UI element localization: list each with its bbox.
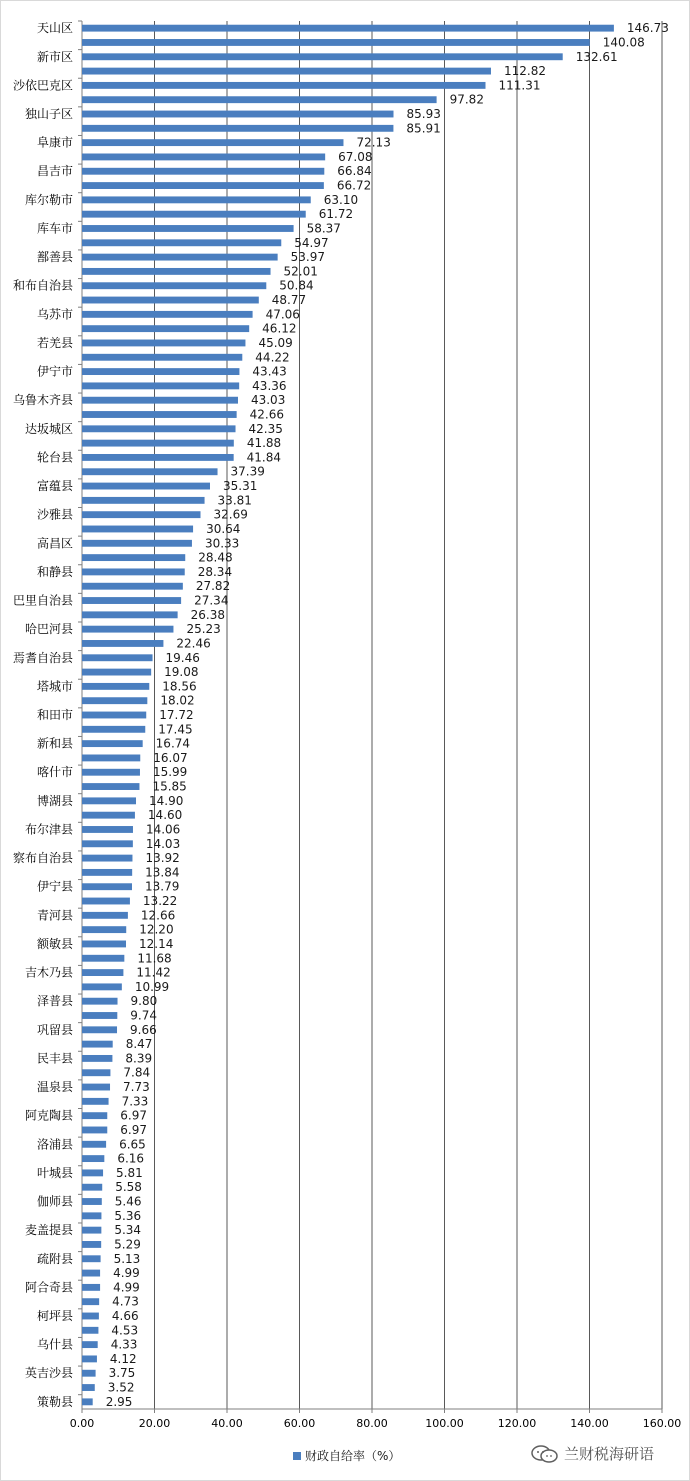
value-label: 46.12 xyxy=(262,321,297,336)
category-label: 额敏县 xyxy=(36,936,73,951)
bar xyxy=(82,125,393,132)
value-label: 2.95 xyxy=(105,1394,133,1409)
bar xyxy=(82,783,139,790)
value-label: 19.46 xyxy=(165,650,200,665)
bar xyxy=(82,769,140,776)
bar xyxy=(82,526,193,533)
value-label: 42.35 xyxy=(248,421,283,436)
value-label: 50.84 xyxy=(279,278,314,293)
value-label: 13.84 xyxy=(145,865,180,880)
value-label: 41.88 xyxy=(246,436,282,451)
value-label: 18.56 xyxy=(162,679,197,694)
value-label: 5.13 xyxy=(113,1251,141,1266)
value-label: 42.66 xyxy=(249,407,285,422)
category-label: 洛浦县 xyxy=(36,1137,73,1152)
bar xyxy=(82,1041,113,1048)
bar xyxy=(82,497,205,504)
category-label: 天山区 xyxy=(36,21,73,36)
bar xyxy=(82,325,249,332)
bar xyxy=(82,869,132,876)
bar xyxy=(82,1198,102,1205)
value-label: 140.08 xyxy=(602,35,645,50)
bar xyxy=(82,454,234,461)
value-label: 6.16 xyxy=(117,1151,145,1166)
value-label: 67.08 xyxy=(338,149,373,164)
value-label: 112.82 xyxy=(503,64,546,79)
bar xyxy=(82,168,324,175)
value-label: 111.31 xyxy=(498,78,541,93)
bar xyxy=(82,1112,107,1119)
category-label: 麦盖提县 xyxy=(24,1223,73,1238)
bar xyxy=(82,211,306,218)
value-label: 14.06 xyxy=(145,822,181,837)
bar xyxy=(82,840,133,847)
value-label: 7.84 xyxy=(123,1065,151,1080)
bar xyxy=(82,483,210,490)
value-label: 16.07 xyxy=(153,750,188,765)
value-label: 33.81 xyxy=(217,493,252,508)
category-label: 达坂城区 xyxy=(24,421,73,436)
bar xyxy=(82,826,133,833)
bar xyxy=(82,39,590,46)
bar xyxy=(82,1227,101,1234)
bar xyxy=(82,196,311,203)
category-label: 巩留县 xyxy=(36,1022,73,1037)
x-tick-label: 0.00 xyxy=(69,1417,95,1430)
bar xyxy=(82,440,234,447)
bar xyxy=(82,397,238,404)
value-label: 66.84 xyxy=(337,164,372,179)
value-label: 17.45 xyxy=(158,722,193,737)
bar xyxy=(82,611,178,618)
bar xyxy=(82,68,491,75)
bar xyxy=(82,1284,100,1291)
wechat-icon xyxy=(530,1444,560,1464)
value-label: 54.97 xyxy=(294,235,329,250)
category-label: 乌鲁木齐县 xyxy=(12,393,73,408)
category-label: 叶城县 xyxy=(36,1165,73,1180)
bar xyxy=(82,354,242,361)
bar xyxy=(82,669,151,676)
bar xyxy=(82,1127,107,1134)
bar xyxy=(82,282,266,289)
x-tick-label: 60.00 xyxy=(283,1417,316,1430)
value-label: 6.65 xyxy=(119,1137,146,1152)
x-tick-label: 40.00 xyxy=(211,1417,243,1430)
bar xyxy=(82,268,271,275)
value-label: 66.72 xyxy=(336,178,372,193)
value-label: 3.52 xyxy=(107,1380,135,1395)
watermark xyxy=(530,1443,654,1464)
bar xyxy=(82,554,185,561)
value-label: 6.97 xyxy=(120,1122,147,1137)
bar xyxy=(82,96,437,103)
value-label: 28.48 xyxy=(198,550,233,565)
value-label: 27.34 xyxy=(194,593,229,608)
bar xyxy=(82,1255,101,1262)
category-label: 英吉沙县 xyxy=(24,1366,73,1381)
category-label: 阜康市 xyxy=(36,135,73,150)
value-label: 30.64 xyxy=(206,521,241,536)
bar xyxy=(82,1155,104,1162)
value-label: 9.74 xyxy=(130,1008,158,1023)
bar xyxy=(82,1026,117,1033)
value-label: 4.12 xyxy=(109,1351,137,1366)
value-label: 72.13 xyxy=(356,135,391,150)
value-label: 4.33 xyxy=(110,1337,138,1352)
legend-label: 财政自给率（%） xyxy=(305,1449,401,1463)
bar xyxy=(82,812,135,819)
value-label: 4.73 xyxy=(112,1294,139,1309)
value-label: 9.80 xyxy=(130,994,158,1009)
category-label: 巴里自治县 xyxy=(12,593,73,608)
bar xyxy=(82,1327,98,1334)
value-label: 9.66 xyxy=(130,1022,157,1037)
value-label: 8.47 xyxy=(125,1037,153,1052)
legend xyxy=(293,1447,400,1464)
bar xyxy=(82,855,132,862)
bar xyxy=(82,1084,110,1091)
bar xyxy=(82,1055,112,1062)
bar xyxy=(82,654,153,661)
category-label: 泽普县 xyxy=(36,994,73,1009)
value-label: 14.90 xyxy=(149,793,184,808)
value-label: 35.31 xyxy=(222,479,258,494)
bar xyxy=(82,697,147,704)
bar xyxy=(82,797,136,804)
bar xyxy=(82,926,126,933)
bar xyxy=(82,983,122,990)
value-label: 3.75 xyxy=(108,1366,136,1381)
value-label: 63.10 xyxy=(323,192,359,207)
value-label: 5.46 xyxy=(114,1194,142,1209)
value-label: 15.99 xyxy=(152,765,188,780)
bar xyxy=(82,225,294,232)
bar xyxy=(82,969,123,976)
value-label: 22.46 xyxy=(176,636,211,651)
x-tick-label: 120.00 xyxy=(497,1417,537,1430)
category-label: 焉耆自治县 xyxy=(12,650,73,665)
value-label: 5.34 xyxy=(114,1223,142,1238)
category-label: 民丰县 xyxy=(36,1051,73,1066)
value-label: 32.69 xyxy=(213,507,248,522)
category-label: 察布自治县 xyxy=(12,851,73,866)
value-label: 37.39 xyxy=(230,464,265,479)
value-label: 11.42 xyxy=(136,965,171,980)
value-label: 13.79 xyxy=(144,879,180,894)
value-label: 48.77 xyxy=(271,293,307,308)
category-label: 富蕴县 xyxy=(36,479,73,494)
bar xyxy=(82,139,343,146)
bar xyxy=(82,941,126,948)
value-label: 12.20 xyxy=(139,922,174,937)
category-label: 昌吉市 xyxy=(36,164,73,179)
value-label: 18.02 xyxy=(160,693,195,708)
value-label: 5.36 xyxy=(114,1208,142,1223)
value-label: 6.97 xyxy=(120,1108,147,1123)
category-label: 伊宁市 xyxy=(36,364,73,379)
bar xyxy=(82,683,149,690)
value-label: 30.33 xyxy=(204,536,240,551)
category-label: 新和县 xyxy=(36,736,73,751)
category-label: 疏附县 xyxy=(36,1251,73,1266)
value-label: 7.73 xyxy=(123,1080,150,1095)
value-label: 14.03 xyxy=(145,836,181,851)
category-label: 布尔津县 xyxy=(24,822,73,837)
bar xyxy=(82,1313,99,1320)
bar xyxy=(82,1298,99,1305)
bar xyxy=(82,297,259,304)
category-label: 鄯善县 xyxy=(36,250,73,265)
category-label: 和田市 xyxy=(36,708,73,722)
category-label: 温泉县 xyxy=(36,1080,73,1095)
value-label: 8.39 xyxy=(125,1051,153,1066)
category-label: 青河县 xyxy=(36,908,73,923)
category-label: 库车市 xyxy=(36,221,73,236)
category-label: 哈巴河县 xyxy=(24,622,73,637)
value-label: 4.99 xyxy=(113,1266,140,1281)
category-label: 库尔勒市 xyxy=(24,192,73,207)
watermark-text: 兰财税海研语 xyxy=(564,1445,655,1463)
value-label: 14.60 xyxy=(147,808,183,823)
value-label: 27.82 xyxy=(195,579,231,594)
bar xyxy=(82,411,237,418)
x-tick-label: 100.00 xyxy=(425,1417,464,1430)
bar xyxy=(82,740,143,747)
value-label: 28.34 xyxy=(197,564,233,579)
value-label: 61.72 xyxy=(318,207,354,222)
bar xyxy=(82,597,181,604)
category-label: 沙依巴克区 xyxy=(12,78,73,93)
category-label: 喀什市 xyxy=(36,765,73,780)
value-label: 4.66 xyxy=(111,1308,139,1323)
value-label: 13.92 xyxy=(145,851,180,866)
bar xyxy=(82,1355,97,1362)
legend-swatch xyxy=(293,1452,301,1460)
bar xyxy=(82,1384,95,1391)
value-label: 7.33 xyxy=(121,1094,149,1109)
value-label: 43.43 xyxy=(252,364,287,379)
value-label: 85.93 xyxy=(406,107,441,122)
value-label: 53.97 xyxy=(290,250,326,265)
bar xyxy=(82,583,183,590)
bar xyxy=(82,955,124,962)
bar xyxy=(82,239,281,246)
category-label: 柯坪县 xyxy=(36,1308,73,1323)
value-label: 19.08 xyxy=(164,665,199,680)
category-label: 沙雅县 xyxy=(36,507,73,522)
value-label: 52.01 xyxy=(283,264,318,279)
bar xyxy=(82,712,146,719)
value-label: 132.61 xyxy=(575,49,618,64)
category-label: 塔城市 xyxy=(36,679,73,694)
category-label: 独山子区 xyxy=(24,107,73,122)
bar xyxy=(82,626,173,633)
value-label: 4.99 xyxy=(113,1280,140,1295)
bar xyxy=(82,53,563,60)
category-label: 乌苏市 xyxy=(36,307,73,322)
bar xyxy=(82,368,239,375)
bar xyxy=(82,1141,106,1148)
category-label: 轮台县 xyxy=(36,450,73,465)
value-label: 85.91 xyxy=(406,121,441,136)
value-label: 45.09 xyxy=(258,335,293,350)
bar xyxy=(82,1241,101,1248)
bar xyxy=(82,883,132,890)
value-label: 10.99 xyxy=(134,979,170,994)
bar xyxy=(82,1398,93,1405)
category-label: 吉木乃县 xyxy=(24,965,73,980)
category-label: 乌什县 xyxy=(36,1337,73,1352)
value-label: 11.68 xyxy=(137,951,172,966)
bar xyxy=(82,912,128,919)
bar xyxy=(82,1270,100,1277)
value-label: 13.22 xyxy=(142,894,178,909)
value-label: 146.73 xyxy=(626,21,669,36)
bar xyxy=(82,340,245,347)
category-label: 伽师县 xyxy=(36,1194,73,1209)
bar xyxy=(82,111,393,118)
value-label: 26.38 xyxy=(190,607,225,622)
x-tick-label: 20.00 xyxy=(138,1417,171,1430)
bar xyxy=(82,182,324,189)
value-label: 44.22 xyxy=(255,350,290,365)
category-label: 高昌区 xyxy=(36,536,73,551)
bar xyxy=(82,1212,101,1219)
value-label: 4.53 xyxy=(111,1323,139,1338)
value-label: 43.03 xyxy=(250,393,286,408)
bar xyxy=(82,754,140,761)
category-label: 策勒县 xyxy=(36,1394,73,1409)
value-label: 43.36 xyxy=(252,378,287,393)
bar xyxy=(82,1098,109,1105)
value-label: 12.66 xyxy=(140,908,176,923)
category-label: 和静县 xyxy=(36,564,73,579)
bar xyxy=(82,425,236,432)
x-tick-label: 160.00 xyxy=(642,1417,682,1430)
category-label: 阿合奇县 xyxy=(24,1280,73,1295)
category-label: 若羌县 xyxy=(36,335,73,350)
bar xyxy=(82,540,192,547)
bar xyxy=(82,1012,117,1019)
value-label: 25.23 xyxy=(186,622,221,637)
bar xyxy=(82,568,185,575)
value-label: 47.06 xyxy=(265,307,300,322)
value-label: 5.58 xyxy=(115,1180,142,1195)
bar xyxy=(82,154,325,161)
x-tick-label: 80.00 xyxy=(356,1417,388,1430)
value-label: 17.72 xyxy=(159,708,194,722)
value-label: 58.37 xyxy=(306,221,341,236)
value-label: 12.14 xyxy=(139,936,174,951)
value-label: 16.74 xyxy=(155,736,191,751)
bar xyxy=(82,382,239,389)
bar xyxy=(82,898,130,905)
value-label: 5.29 xyxy=(114,1237,141,1252)
bar xyxy=(82,511,201,518)
bar xyxy=(82,1069,110,1076)
category-label: 新市区 xyxy=(36,49,73,64)
bar xyxy=(82,1341,98,1348)
value-label: 15.85 xyxy=(152,779,187,794)
bar xyxy=(82,311,253,318)
bar xyxy=(82,1169,103,1176)
category-label: 博湖县 xyxy=(36,793,73,808)
bar xyxy=(82,25,614,32)
category-label: 阿克陶县 xyxy=(24,1108,73,1123)
bar xyxy=(82,998,118,1005)
bar xyxy=(82,82,485,89)
bar xyxy=(82,726,145,733)
bar xyxy=(82,468,218,475)
value-label: 97.82 xyxy=(449,92,484,107)
bar xyxy=(82,254,278,261)
bar xyxy=(82,1370,96,1377)
value-label: 5.81 xyxy=(116,1165,143,1180)
value-label: 41.84 xyxy=(246,450,282,465)
bar xyxy=(82,640,163,647)
category-label: 伊宁县 xyxy=(36,879,73,894)
category-label: 和布自治县 xyxy=(12,278,73,293)
bar xyxy=(82,1184,102,1191)
x-tick-label: 140.00 xyxy=(570,1417,609,1430)
